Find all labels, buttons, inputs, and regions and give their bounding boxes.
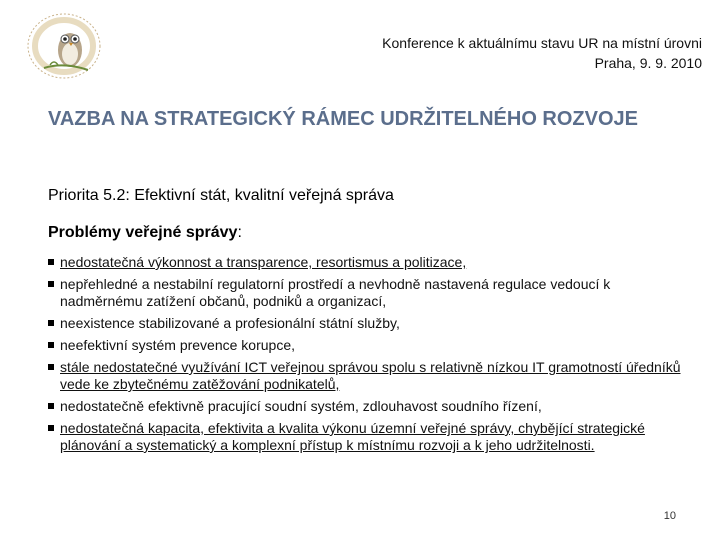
- problems-heading: [48, 223, 242, 243]
- owl-logo-icon: [14, 10, 114, 86]
- priority-line: Priorita 5.2: Efektivní stát, kvalitní veřejná správa: [48, 187, 394, 204]
- conference-place-date: Praha, 9. 9. 2010: [594, 55, 702, 71]
- square-bullet-icon: [48, 425, 54, 431]
- list-item-text: nepřehledné a nestabilní regulatorní prostředí a nevhodně nastavená regulace vedoucí k nadměrnému zatížení občanů, podniků a organizací,: [60, 276, 611, 309]
- list-item: [48, 337, 688, 354]
- list-item: [48, 276, 688, 310]
- list-item-text: stále nedostatečné využívání ICT veřejnou správou spolu s relativně nízkou IT gramotností úředníků vede ke zbytečnému zatěžování podnikatelů,: [60, 359, 681, 392]
- square-bullet-icon: [48, 320, 54, 326]
- list-item: [48, 254, 688, 271]
- square-bullet-icon: [48, 342, 54, 348]
- conference-name: Konference k aktuálnímu stavu UR na místní úrovni: [382, 35, 702, 51]
- list-item-text: nedostatečná výkonnost a transparence, resortismus a politizace,: [60, 254, 467, 270]
- list-item: [48, 420, 688, 454]
- square-bullet-icon: [48, 259, 54, 265]
- slide-title: VAZBA NA STRATEGICKÝ RÁMEC UDRŽITELNÉHO ROZVOJE: [48, 108, 639, 130]
- owl-logo: [14, 10, 114, 86]
- list-item: [48, 359, 688, 393]
- square-bullet-icon: [48, 281, 54, 287]
- square-bullet-icon: [48, 403, 54, 409]
- page-number: 10: [663, 510, 676, 522]
- conference-header: [382, 33, 702, 73]
- list-item-text: nedostatečně efektivně pracující soudní systém, zdlouhavost soudního řízení,: [60, 398, 542, 414]
- problems-heading-colon: :: [237, 224, 242, 241]
- problems-heading-label: Problémy veřejné správy: [48, 224, 238, 241]
- list-item-text: neefektivní systém prevence korupce,: [60, 337, 296, 353]
- square-bullet-icon: [48, 364, 54, 370]
- list-item: [48, 398, 688, 415]
- list-item-text: nedostatečná kapacita, efektivita a kvalita výkonu územní veřejné správy, chybějící strategické plánování a systematický a komplexní přístup k místnímu rozvoji a k jeho udržitelnosti.: [60, 420, 645, 453]
- problems-list: [48, 254, 688, 454]
- list-item: [48, 315, 688, 332]
- list-item-text: neexistence stabilizované a profesionální státní služby,: [60, 315, 400, 331]
